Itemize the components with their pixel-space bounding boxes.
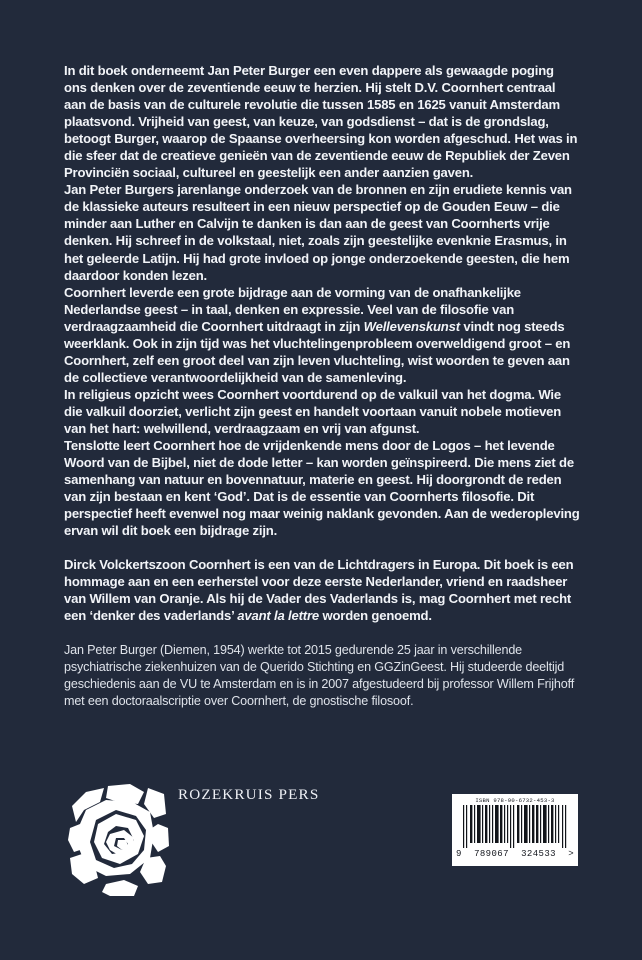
phrase-avant-la-lettre: avant la lettre	[237, 608, 320, 624]
publisher-imprint	[66, 780, 320, 900]
isbn-barcode	[452, 794, 578, 866]
blurb-paragraph-3-tail: vindt nog steeds weerklank. Ook in zijn tijd was het vluchtelingenprobleem overweldigend groot – en Coornhert, zelf een groot deel van zijn leven vluchteling, wist woorden te geven aan de collectieve verantwoordelijkheid van de samenleving.	[64, 318, 571, 385]
isbn-number-label: ISBN 978-90-6732-453-3	[475, 797, 555, 804]
rose-logo-icon	[66, 780, 170, 896]
blurb-paragraph-2: Jan Peter Burgers jarenlange onderzoek van de bronnen en zijn erudiete kennis van de klassieke auteurs resulteert in een nieuw perspectief op de Gouden Eeuw – die minder aan Luther en Calvijn te danken is dan aan de geest van Coornherts vrije denken. Hij schreef in de volkstaal, niet, zoals zijn geestelijke evenknie Erasmus, in het geleerde Latijn. Hij had grote invloed op jonge onderzoekende geesten, die hem daardoor konden lezen.	[64, 182, 572, 283]
blurb-paragraph-6	[64, 556, 580, 624]
barcode-digit-trailing: >	[568, 849, 574, 859]
blurb-paragraph-5: Tenslotte leert Coornhert hoe de vrijdenkende mens door de Logos – het levende Woord van de Bijbel, niet de dode letter – kan worden geïnspireerd. Die mens ziet de samenhang van natuur en bovennatuur, materie en geest. Hij doorgrondt de reden van zijn bestaan en kent ‘God’. Dat is de essentie van Coornherts filosofie. Dit perspectief heeft evenwel nog maar weinig naklank gevonden. Aan de wederopleving ervan wil dit boek een bijdrage zijn.	[64, 438, 580, 539]
book-title-wellevenskunst: Wellevenskunst	[363, 318, 460, 334]
barcode-digit-left-group: 789067	[474, 849, 509, 859]
cover-footer	[0, 780, 642, 910]
barcode-digit-right-group: 324533	[521, 849, 556, 859]
blurb-paragraph-6-tail: worden genoemd.	[319, 608, 432, 624]
blurb-paragraph-4: In religieus opzicht wees Coornhert voortdurend op de valkuil van het dogma. Wie die valkuil doorziet, verlicht zijn geest en handelt voortaan vanuit nobele motieven van het hart: welwillend, verdraagzaam en vrij van afgunst.	[64, 386, 562, 436]
blurb-paragraph-3	[64, 284, 580, 386]
blurb-paragraph-6-lead: Dirck Volckertszoon Coornhert is een van de Lichtdragers in Europa. Dit boek is een hommage aan en een eerherstel voor deze eerste Nederlander, vriend en raadsheer van Willem van Oranje. Als hij de Vader des Vaderlands is, mag Coornhert met recht een ‘denker des vaderlands’	[64, 557, 574, 624]
blurb-spacer-1	[64, 539, 580, 556]
blurb-text-block	[64, 62, 580, 710]
author-bio-paragraph: Jan Peter Burger (Diemen, 1954) werkte tot 2015 gedurende 25 jaar in verschillende psychiatrische ziekenhuizen van de Querido Stichting en GGZinGeest. Hij studeerde deeltijd geschiedenis aan de VU te Amsterdam en is in 2007 afgestudeerd bij professor Willem Frijhoff met een doctoraalscriptie over Coornhert, de gnostische filosoof.	[64, 642, 575, 708]
publisher-name: ROZEKRUIS PERS	[178, 786, 320, 803]
blurb-spacer-2	[64, 625, 580, 642]
barcode-digit-leading: 9	[456, 849, 462, 859]
barcode-bars-graphic	[458, 805, 572, 848]
blurb-paragraph-1: In dit boek onderneemt Jan Peter Burger een even dappere als gewaagde poging ons denken over de zeventiende eeuw te herzien. Hij stelt D.V. Coornhert centraal aan de basis van de culturele revolutie die tussen 1585 en 1625 vanuit Amsterdam plaatsvond. Vrijheid van geest, van keuze, van godsdienst – dat is de grondslag, betoogt Burger, waarop de Spaanse overheersing kon worden afgeschud. Het was in die sfeer dat de creatieve genieën van de zeventiende eeuw de Republiek der Zeven Provinciën sociaal, cultureel en geestelijk een ander aanzien gaven.	[64, 63, 578, 181]
barcode-digit-row	[456, 849, 574, 860]
blurb-paragraph-3-lead: Coornhert leverde een grote bijdrage aan de vorming van de onafhankelijke Nederlandse geest – in taal, denken en expressie. Veel van de filosofie van verdraagzaamheid die Coornhert uitdraagt in zijn	[64, 284, 521, 334]
